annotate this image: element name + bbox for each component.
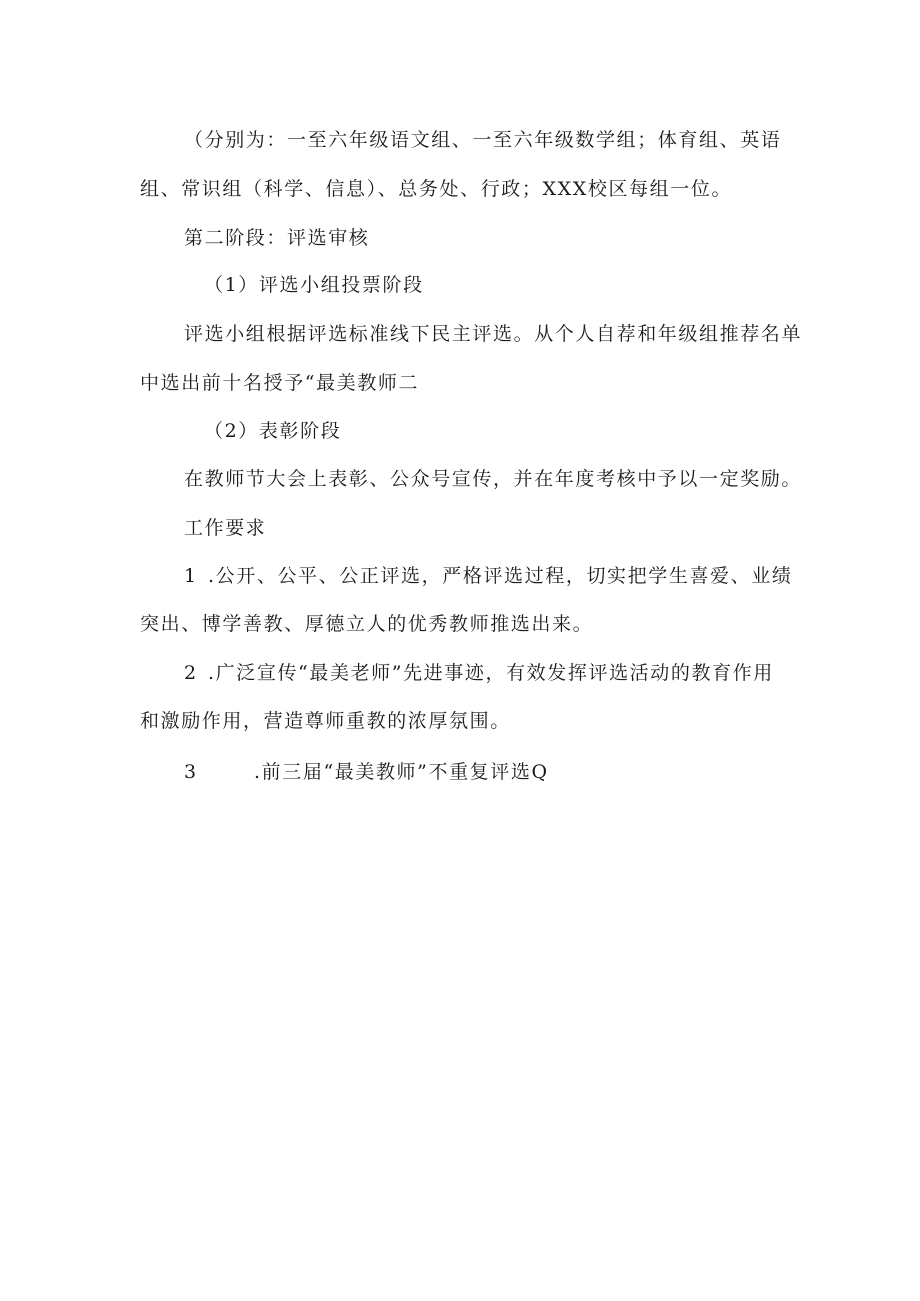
requirement-item-1 xyxy=(184,564,792,588)
requirement-item-3 xyxy=(184,760,549,784)
requirement-text: .广泛宣传“最美老师”先进事迹，有效发挥评选活动的教育作用 xyxy=(208,662,774,684)
subheading-commendation-stage: （2）表彰阶段 xyxy=(204,420,342,442)
paragraph-voting-desc: 评选小组根据评选标准线下民主评选。从个人自荐和年级组推荐名单 xyxy=(184,323,803,345)
subheading-voting-stage: （1）评选小组投票阶段 xyxy=(204,274,424,296)
paragraph-commendation-desc: 在教师节大会上表彰、公众号宣传，并在年度考核中予以一定奖励。 xyxy=(184,468,803,490)
section-heading-stage-two: 第二阶段：评选审核 xyxy=(184,227,370,249)
paragraph-group-list-cont: （分别为：一至六年级语文组、一至六年级数学组；体育组、英语 xyxy=(184,129,782,151)
requirement-text: .公开、公平、公正评选，严格评选过程，切实把学生喜爱、业绩 xyxy=(208,565,793,587)
requirement-number: 2 xyxy=(184,662,198,684)
section-heading-requirements: 工作要求 xyxy=(184,517,267,539)
requirement-number: 1 xyxy=(184,565,198,587)
requirement-text: .前三届“最美教师”不重复评选Q xyxy=(254,761,549,783)
requirement-item-2 xyxy=(184,661,774,685)
requirement-number: 3 xyxy=(184,761,198,783)
requirement-item-1-cont: 突出、博学善教、厚德立人的优秀教师推选出来。 xyxy=(140,613,594,635)
requirement-item-2-cont: 和激励作用，营造尊师重教的浓厚氛围。 xyxy=(140,710,511,732)
paragraph-voting-desc-end: 中选出前十名授予“最美教师二 xyxy=(140,372,420,394)
paragraph-group-list-end: 组、常识组（科学、信息）、总务处、行政；XXX校区每组一位。 xyxy=(140,178,733,200)
